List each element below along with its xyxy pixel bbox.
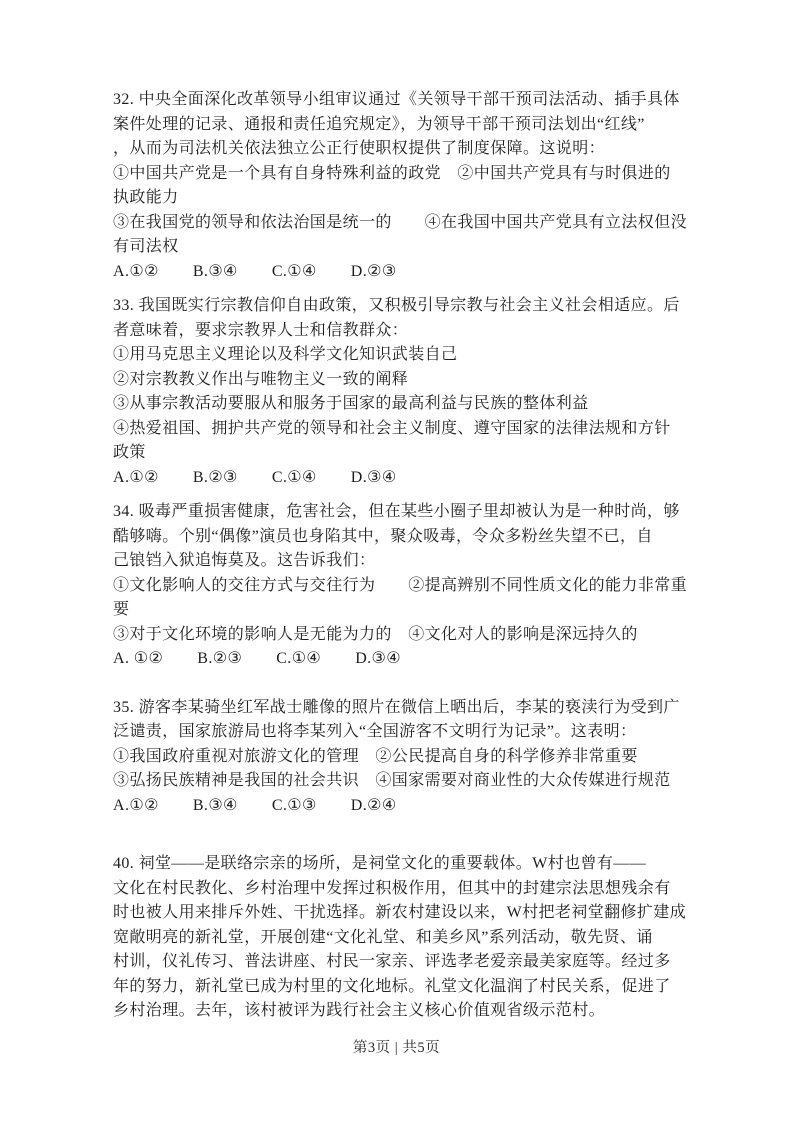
question-text-line: ④热爱祖国、拥护共产党的领导和社会主义制度、遵守国家的法律法规和方针 <box>113 419 671 437</box>
question-text-line: ③弘扬民族精神是我国的社会共识 ④国家需要对商业性的大众传媒进行规范 <box>113 772 671 789</box>
question-text-line: ②对宗教教义作出与唯物主义一致的阐释 <box>113 370 409 388</box>
question-32-text <box>113 88 693 260</box>
answer-option: A.①② <box>113 468 159 486</box>
question-text-line: ③从事宗教活动要服从和服务于国家的最高利益与民族的整体利益 <box>113 395 589 412</box>
question-text-line: 政策 <box>113 444 146 461</box>
question-33-options <box>113 466 693 491</box>
question-text-line: ，从而为司法机关依法独立公正行使职权提供了制度保障。这说明： <box>113 140 606 157</box>
question-text-line: 案件处理的记录、通报和责任追究规定》，为领导干部干预司法划出“红线” <box>113 115 645 133</box>
question-text-line: 时也被人用来排斥外姓、干扰选择。新农村建设以来，W村把老祠堂翻修扩建成 <box>113 904 687 921</box>
question-text-line: 执政能力 <box>113 189 179 206</box>
answer-option: D.②③ <box>350 262 397 280</box>
question-text-line: ①我国政府重视对旅游文化的管理 ②公民提高自身的科学修养非常重要 <box>113 747 638 765</box>
question-text-line: 村训，仪礼传习、普法讲座、村民一家亲、评选孝老爱亲最美家庭等。经过多 <box>113 953 671 970</box>
question-35-options <box>113 794 693 819</box>
question-text-line: ③对于文化环境的影响人是无能为力的 ④文化对人的影响是深远持久的 <box>113 625 638 643</box>
answer-option: A. ①② <box>113 650 164 667</box>
answer-option: B.②③ <box>197 650 243 667</box>
question-text-line: 乡村治理。去年，该村被评为践行社会主义核心价值观省级示范村。 <box>113 1002 606 1019</box>
question-text-line: 年的努力，新礼堂已成为村里的文化地标。礼堂文化温润了村民关系，促进了 <box>113 977 671 995</box>
question-text-line: 35. 游客李某骑坐红军战士雕像的照片在微信上晒出后，李某的亵渎行为受到广 <box>113 698 680 716</box>
question-text-line: 有司法权 <box>113 238 179 255</box>
answer-option: C.①④ <box>271 468 317 486</box>
answer-option: D.②④ <box>350 796 397 814</box>
question-text-line: 33. 我国既实行宗教信仰自由政策，又积极引导宗教与社会主义社会相适应。后 <box>113 297 680 314</box>
answer-option: C.①③ <box>271 796 317 814</box>
page-content <box>113 88 693 1024</box>
question-text-line: 34. 吸毒严重损害健康，危害社会，但在某些小圈子里却被认为是一种时尚，够 <box>113 503 680 520</box>
answer-option: C.①④ <box>276 650 322 667</box>
question-text-line: 要 <box>113 601 130 618</box>
page-number: 第3页 | 共5页 <box>352 1040 441 1056</box>
question-text-line: ③在我国党的领导和依法治国是统一的 ④在我国中国共产党具有立法权但没 <box>113 213 688 231</box>
question-33 <box>113 294 693 490</box>
question-33-text <box>113 294 693 466</box>
answer-option: B.③④ <box>192 262 238 280</box>
question-34 <box>113 500 693 672</box>
question-32 <box>113 88 693 284</box>
answer-option: B.③④ <box>192 796 238 814</box>
question-text-line: 泛谴责，国家旅游局也将李某列入“全国游客不文明行为记录”。这表明： <box>113 723 637 740</box>
question-text-line: ①中国共产党是一个具有自身特殊利益的政党 ②中国共产党具有与时俱进的 <box>113 164 671 182</box>
question-text-line: ①用马克思主义理论以及科学文化知识武装自己 <box>113 346 458 363</box>
question-40 <box>113 852 693 1024</box>
question-text-line: 己锒铛入狱追悔莫及。这告诉我们： <box>113 552 376 569</box>
question-34-options <box>113 647 693 672</box>
answer-option: D.③④ <box>350 468 397 486</box>
question-text-line: 文化在村民教化、乡村治理中发挥过积极作用，但其中的封建宗法思想残余有 <box>113 879 671 897</box>
question-text-line: 40. 祠堂——是联络宗亲的场所，是祠堂文化的重要载体。W村也曾有—— <box>113 855 647 872</box>
question-35 <box>113 696 693 819</box>
answer-option: A.①② <box>113 796 159 814</box>
question-text-line: 32. 中央全面深化改革领导小组审议通过《关领导干部干预司法活动、插手具体 <box>113 91 680 108</box>
question-text-line: 宽敞明亮的新礼堂，开展创建“文化礼堂、和美乡风”系列活动，敬先贤、诵 <box>113 928 653 946</box>
question-32-options <box>113 260 693 285</box>
question-text-line: ①文化影响人的交往方式与交往行为 ②提高辨别不同性质文化的能力非常重 <box>113 576 688 594</box>
answer-option: A.①② <box>113 262 159 280</box>
question-40-text <box>113 852 693 1024</box>
question-text-line: 酷够嗨。个别“偶像”演员也身陷其中，聚众吸毒，令众多粉丝失望不已，自 <box>113 527 653 545</box>
question-34-text <box>113 500 693 647</box>
answer-option: C.①④ <box>271 262 317 280</box>
answer-option: B.②③ <box>192 468 238 486</box>
question-text-line: 者意味着，要求宗教界人士和信教群众： <box>113 321 409 339</box>
question-35-text <box>113 696 693 794</box>
answer-option: D.③④ <box>355 650 402 667</box>
page-footer <box>0 1036 793 1057</box>
